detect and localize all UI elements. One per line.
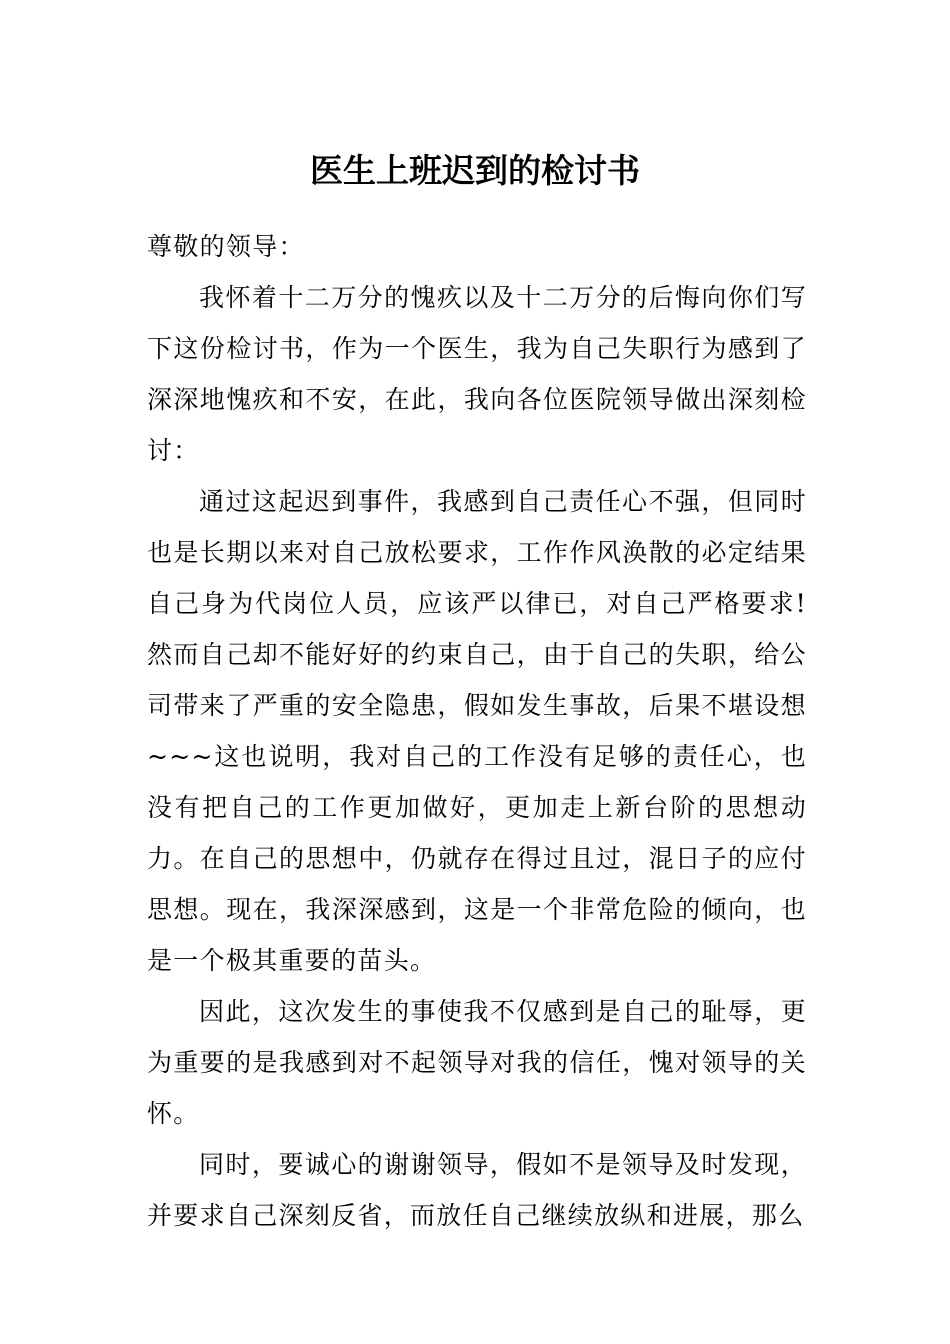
- paragraph-reflection: 通过这起迟到事件，我感到自己责任心不强，但同时也是长期以来对自己放松要求，工作作风涣散的必定结果自己身为代岗位人员，应该严以律已，对自己严格要求!然而自己却不能好好的约束自己，由于自己的失职，给公司带来了严重的安全隐患，假如发生事故，后果不堪设想~~~这也说明，我对自己的工作没有足够的责任心，也没有把自己的工作更加做好，更加走上新台阶的思想动力。在自己的思想中，仍就存在得过且过，混日子的应付思想。现在，我深深感到，这是一个非常危险的倾向，也是一个极其重要的苗头。: [147, 487, 807, 975]
- paragraph-intro: 我怀着十二万分的愧疚以及十二万分的后悔向你们写下这份检讨书，作为一个医生，我为自己失职行为感到了深深地愧疚和不安，在此，我向各位医院领导做出深刻检讨：: [147, 283, 807, 465]
- paragraph-shame: 因此，这次发生的事使我不仅感到是自己的耻辱，更为重要的是我感到对不起领导对我的信任，愧对领导的关怀。: [147, 997, 807, 1128]
- document-title: 医生上班迟到的检讨书: [310, 151, 640, 191]
- document-body: [147, 221, 807, 1241]
- salutation: 尊敬的领导：: [147, 232, 305, 261]
- paragraph-thanks: 同时，要诚心的谢谢领导，假如不是领导及时发现，并要求自己深刻反省，而放任自己继续放纵和进展，那么: [147, 1150, 807, 1230]
